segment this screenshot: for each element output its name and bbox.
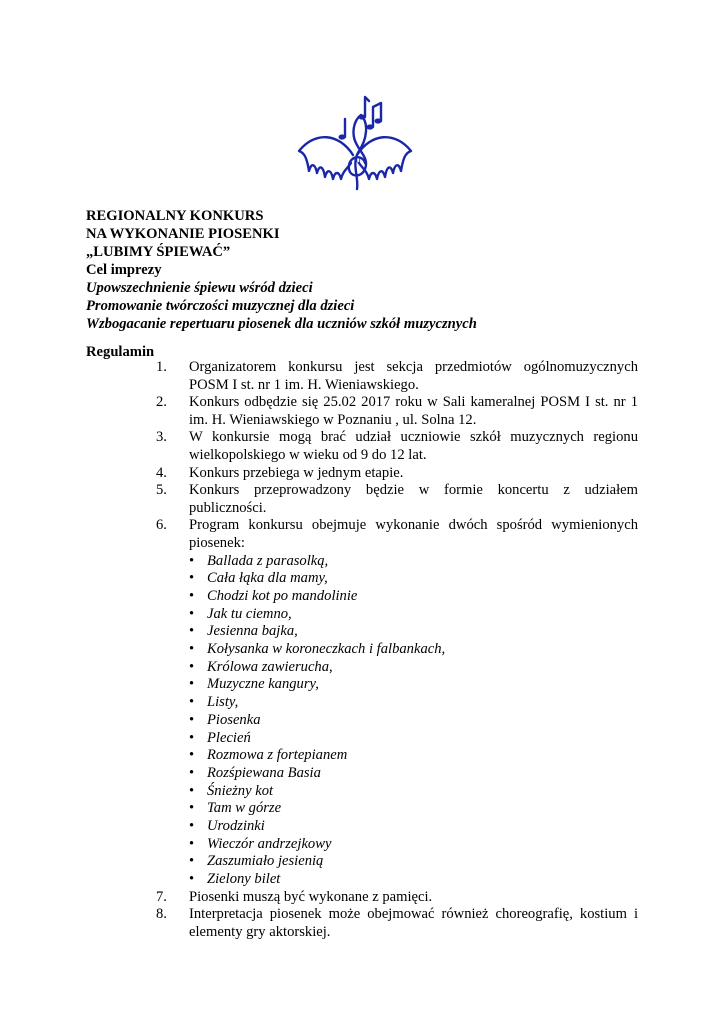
song-item bbox=[189, 659, 638, 677]
rule-number: 2. bbox=[156, 394, 167, 411]
song-title: Jak tu ciemno, bbox=[207, 605, 292, 622]
bullet-icon: • bbox=[189, 782, 195, 799]
bullet-icon: • bbox=[189, 587, 195, 604]
song-item bbox=[189, 712, 638, 730]
rule-item bbox=[86, 359, 638, 394]
rule-item bbox=[86, 429, 638, 464]
svg-text:0: 0 bbox=[356, 155, 361, 165]
bullet-icon: • bbox=[189, 711, 195, 728]
rule-text: Organizatorem konkursu jest sekcja przedmiotów ogólnomuzycznych POSM I st. nr 1 im. H. Wieniawskiego. bbox=[189, 359, 638, 393]
rule-item bbox=[86, 906, 638, 941]
goal-3: Wzbogacanie repertuaru piosenek dla uczniów szkół muzycznych bbox=[86, 316, 477, 332]
song-item bbox=[189, 853, 638, 871]
song-title: Ballada z parasolką, bbox=[207, 552, 329, 569]
song-item bbox=[189, 800, 638, 818]
rule-number: 6. bbox=[156, 517, 167, 534]
song-item bbox=[189, 836, 638, 854]
rule-text: Konkurs odbędzie się 25.02 2017 roku w Sali kameralnej POSM I st. nr 1 im. H. Wieniawskiego w Poznaniu , ul. Solna 12. bbox=[189, 394, 638, 428]
rule-text: Konkurs przebiega w jednym etapie. bbox=[189, 464, 404, 481]
song-item bbox=[189, 765, 638, 783]
bullet-icon: • bbox=[189, 605, 195, 622]
song-title: Kołysanka w koroneczkach i falbankach, bbox=[207, 641, 446, 658]
bullet-icon: • bbox=[189, 764, 195, 781]
song-title: Tam w górze bbox=[207, 800, 282, 817]
song-item bbox=[189, 747, 638, 765]
song-title: Urodzinki bbox=[207, 818, 265, 835]
song-item bbox=[189, 623, 638, 641]
song-item bbox=[189, 871, 638, 889]
bullet-icon: • bbox=[189, 641, 195, 658]
song-title: Rozmowa z fortepianem bbox=[207, 747, 348, 764]
music-school-logo bbox=[295, 93, 415, 193]
song-item bbox=[189, 641, 638, 659]
song-title: Zaszumiało jesienią bbox=[207, 853, 324, 870]
contest-title-line-2: NA WYKONANIE PIOSENKI bbox=[86, 226, 280, 242]
song-title: Listy, bbox=[207, 694, 239, 711]
rule-number: 1. bbox=[156, 359, 167, 375]
song-item bbox=[189, 818, 638, 836]
song-title: Wieczór andrzejkowy bbox=[207, 835, 332, 852]
song-item bbox=[189, 570, 638, 588]
bullet-icon: • bbox=[189, 658, 195, 675]
bullet-icon: • bbox=[189, 552, 195, 569]
contest-title-line-1: REGIONALNY KONKURS bbox=[86, 208, 264, 224]
bullet-icon: • bbox=[189, 800, 195, 817]
header bbox=[86, 207, 646, 333]
rule-text: Konkurs przeprowadzony będzie w formie koncertu z udziałem publiczności. bbox=[189, 482, 638, 516]
bullet-icon: • bbox=[189, 623, 195, 640]
bullet-icon: • bbox=[189, 835, 195, 852]
rule-item bbox=[86, 465, 638, 483]
bullet-icon: • bbox=[189, 871, 195, 888]
rule-number: 5. bbox=[156, 482, 167, 499]
song-item bbox=[189, 783, 638, 801]
goal-2: Promowanie twórczości muzycznej dla dzieci bbox=[86, 298, 355, 314]
song-title: Rozśpiewana Basia bbox=[207, 764, 321, 781]
song-item bbox=[189, 606, 638, 624]
rule-text: Interpretacja piosenek może obejmować również choreografię, kostium i elementy gry aktorskiej. bbox=[189, 906, 638, 941]
bullet-icon: • bbox=[189, 729, 195, 746]
song-title: Zielony bilet bbox=[207, 871, 281, 888]
rule-text: W konkursie mogą brać udział uczniowie szkół muzycznych regionu wielkopolskiego w wieku od 9 do 12 lat. bbox=[189, 429, 638, 463]
bullet-icon: • bbox=[189, 747, 195, 764]
rule-number: 7. bbox=[156, 888, 167, 905]
song-item bbox=[189, 676, 638, 694]
song-item bbox=[189, 730, 638, 748]
goal-1: Upowszechnienie śpiewu wśród dzieci bbox=[86, 280, 313, 296]
rule-number: 3. bbox=[156, 429, 167, 446]
contest-title-line-3: „LUBIMY ŚPIEWAĆ” bbox=[86, 244, 231, 260]
song-title: Chodzi kot po mandolinie bbox=[207, 587, 358, 604]
song-item bbox=[189, 694, 638, 712]
rule-text: Program konkursu obejmuje wykonanie dwóch spośród wymienionych piosenek: bbox=[189, 517, 638, 551]
song-title: Piosenka bbox=[207, 711, 261, 728]
rule-item bbox=[86, 394, 638, 429]
song-item bbox=[189, 553, 638, 571]
song-list bbox=[189, 553, 638, 889]
rule-number: 8. bbox=[156, 906, 167, 923]
song-title: Plecień bbox=[207, 729, 251, 746]
song-title: Królowa zawierucha, bbox=[207, 658, 333, 675]
song-title: Muzyczne kangury, bbox=[207, 676, 319, 693]
rule-item bbox=[86, 482, 638, 517]
bullet-icon: • bbox=[189, 676, 195, 693]
rule-text: Piosenki muszą być wykonane z pamięci. bbox=[189, 888, 433, 905]
goal-heading: Cel imprezy bbox=[86, 262, 162, 278]
rule-item bbox=[86, 517, 638, 889]
rule-number: 4. bbox=[156, 464, 167, 481]
bullet-icon: • bbox=[189, 853, 195, 870]
bullet-icon: • bbox=[189, 694, 195, 711]
song-title: Śnieżny kot bbox=[207, 782, 274, 799]
regulamin-title: Regulamin bbox=[86, 344, 155, 360]
bullet-icon: • bbox=[189, 570, 195, 587]
rules-list bbox=[86, 359, 638, 942]
bullet-icon: • bbox=[189, 818, 195, 835]
song-title: Cała łąka dla mamy, bbox=[207, 570, 328, 587]
rule-item bbox=[86, 889, 638, 907]
song-title: Jesienna bajka, bbox=[207, 623, 298, 640]
song-item bbox=[189, 588, 638, 606]
